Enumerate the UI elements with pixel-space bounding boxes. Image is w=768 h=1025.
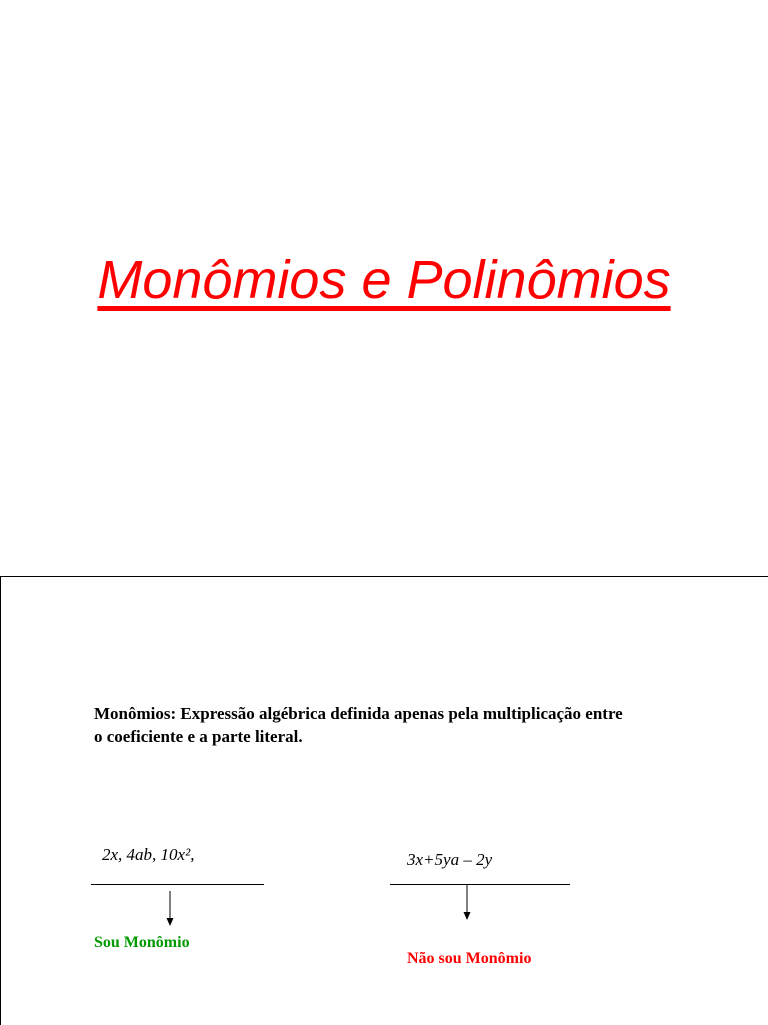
monomial-examples: 2x, 4ab, 10x²,	[102, 845, 195, 864]
label-monomial: Sou Monômio	[94, 934, 190, 951]
polynomial-example: 3x+5ya – 2y	[407, 850, 493, 869]
arrow-down-icon	[462, 885, 472, 920]
label-not-monomial: Não sou Monômio	[407, 950, 532, 967]
underline-left	[91, 884, 264, 885]
slide-monomials	[0, 576, 768, 1025]
slide-title: Monômios e Polinômios	[97, 250, 671, 310]
arrow-down-icon	[165, 891, 175, 926]
underline-right	[390, 884, 570, 885]
definition-line-2: o coeficiente e a parte literal.	[94, 727, 303, 746]
definition-line-1: Monômios: Expressão algébrica definida apenas pela multiplicação entre	[94, 704, 623, 723]
definition-text	[94, 702, 714, 748]
